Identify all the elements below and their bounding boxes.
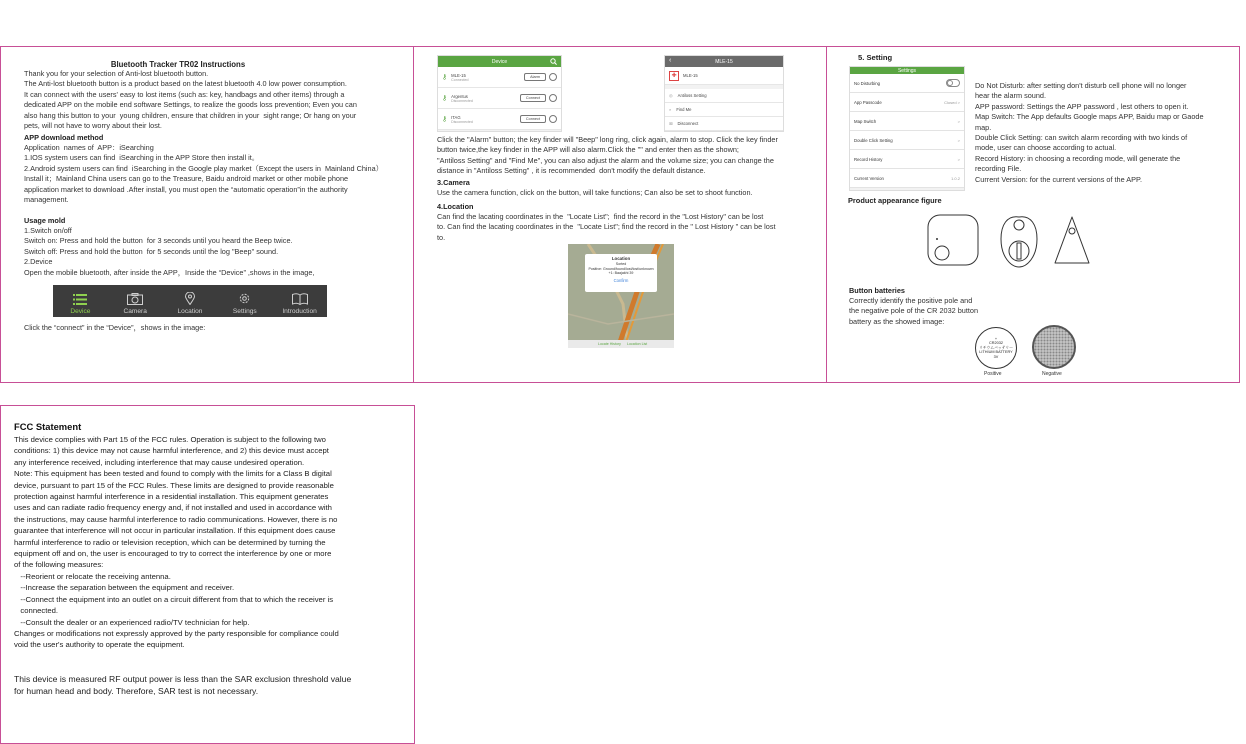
setting-app-passcode[interactable] xyxy=(850,93,964,112)
confirm-button[interactable]: Confirm xyxy=(613,277,629,283)
settings-header xyxy=(850,67,964,74)
location-map[interactable] xyxy=(568,244,674,348)
setting-label: Map Switch xyxy=(854,118,877,124)
setting-current-version xyxy=(850,169,964,188)
device-detail-icon[interactable] xyxy=(549,73,557,81)
setting-label: Current Version xyxy=(854,175,884,181)
device-plus-icon: ✚ xyxy=(669,71,679,81)
device-row[interactable] xyxy=(438,109,561,130)
device-status: Disconnected xyxy=(451,119,473,124)
location-dialog xyxy=(585,254,657,292)
toggle-switch[interactable] xyxy=(946,79,960,87)
device-status: Disconnected xyxy=(451,98,473,103)
device-name: ITAG xyxy=(451,114,461,120)
menu-disconnect[interactable] xyxy=(665,117,783,131)
device-detail-icon[interactable] xyxy=(549,94,557,102)
location-pin-icon xyxy=(185,292,195,305)
fcc-statement-panel xyxy=(0,405,415,744)
device-row[interactable] xyxy=(438,67,561,88)
product-figure-heading: Product appearance figure xyxy=(848,196,942,205)
tab-camera[interactable] xyxy=(108,285,163,317)
dialog-title: Location xyxy=(611,256,631,261)
device-detail-screen xyxy=(664,55,784,132)
app-download-text: Application names of APP：iSearching 1.IOS system users can find iSearching in the APP Store then install it。 2.Android system users can find iSearching in the Google play market（Except the users in Mainland China） Install it；Mainland China users can go to the Treasure, Baidu android market or other mobile phone application market to download .After install, you must open the “automatic operation”in the authority management. xyxy=(24,143,383,205)
chevron-right-icon: > xyxy=(957,156,960,162)
setting-descriptions: Do Not Disturb: after setting don't disturb cell phone will no longer hear the alarm sound. APP password: Settings the APP password , lest others to open it. Map Switch: The App defaults Google maps APP, Baidu map or Gaode map. Double Click Setting: can switch alarm recording with two kinds of mode, user can choose according to actual. Record History: in choosing a recording mode, will generate the recording File. Current Version: for the current versions of the APP. xyxy=(975,81,1204,184)
connect-button[interactable]: Connect xyxy=(520,94,546,102)
battery-positive-graphic xyxy=(975,327,1017,369)
battery-heading: Button batteries xyxy=(849,286,905,295)
key-icon: ⚷ xyxy=(442,74,448,81)
menu-label: Antiloss Setting xyxy=(677,93,707,98)
device-screen-title: Device xyxy=(491,58,508,65)
instructions-panel-1 xyxy=(0,46,414,383)
key-icon: ⚷ xyxy=(442,116,448,123)
tab-introduction[interactable] xyxy=(272,285,327,317)
disconnect-icon: ⊠ xyxy=(669,121,673,126)
back-icon[interactable]: ‹ xyxy=(669,57,672,64)
battery-label: + CR2032 リチウムバッテリー LITHIUM BATTERY 3V xyxy=(978,336,1014,359)
camera-text: Use the camera function, click on the button, will take functions; Can also be set to shoot function. xyxy=(437,188,753,197)
detail-device-name: MLE-15 xyxy=(683,73,698,78)
detail-device-row xyxy=(665,67,783,85)
setting-no-disturbing[interactable] xyxy=(850,74,964,93)
device-status: Connected xyxy=(451,77,469,82)
battery-negative-graphic xyxy=(1032,325,1076,369)
device-name: MLE-15 xyxy=(451,72,466,78)
setting-label: App Passcode xyxy=(854,99,882,105)
location-heading: 4.Location xyxy=(437,202,474,211)
tab-location-label: Location xyxy=(177,308,203,315)
menu-label: Disconnect xyxy=(677,121,699,126)
camera-icon xyxy=(127,293,143,305)
list-icon xyxy=(73,294,87,305)
setting-value: Closed > xyxy=(944,99,960,105)
tab-camera-label: Camera xyxy=(123,308,147,315)
tab-settings[interactable] xyxy=(217,285,272,317)
device-detail-icon[interactable] xyxy=(549,115,557,123)
setting-double-click[interactable] xyxy=(850,131,964,150)
document-title: Bluetooth Tracker TR02 Instructions xyxy=(110,60,246,69)
usage-text: 1.Switch on/off Switch on: Press and hold the button for 3 seconds until you heard the Beep twice. Switch off: Press and hold the button for 5 seconds until the log "Beep" sound. 2.Device Open the mobile bluetooth, after inside the APP，Inside the “Device” ,shows in the image, xyxy=(24,226,315,277)
product-figure-graphic xyxy=(927,211,1092,271)
tab-settings-label: Settings xyxy=(232,308,257,315)
chevron-right-icon: > xyxy=(957,118,960,124)
setting-label: Double Click Setting xyxy=(854,137,893,143)
tab-location[interactable] xyxy=(163,285,218,317)
setting-label: No Disturbing xyxy=(854,80,881,86)
positive-label: Positive xyxy=(984,371,1002,377)
tab-introduction-label: Introduction xyxy=(282,308,317,315)
location-text: Can find the lacating coordinates in the "Locate List"; find the record in the "Lost History" can be lost to. Can find the lacating coordinates in the "Locate List"; find the record in the " Lost History " can be lost to. xyxy=(437,212,776,242)
book-icon xyxy=(292,293,308,305)
detail-screen-header xyxy=(665,56,783,67)
setting-map-switch[interactable] xyxy=(850,112,964,131)
tab-device-label: Device xyxy=(70,308,91,315)
app-download-heading: APP download method xyxy=(24,133,104,142)
app-tab-bar xyxy=(53,285,327,317)
menu-label: Find Me xyxy=(676,107,692,112)
setting-record-history[interactable] xyxy=(850,150,964,169)
map-footer xyxy=(568,340,674,348)
gear-icon xyxy=(238,292,251,305)
bell-icon: ◎ xyxy=(669,93,673,98)
settings-screen xyxy=(849,66,965,191)
alarm-button[interactable]: Alarm xyxy=(524,73,546,81)
tab-device[interactable] xyxy=(53,285,108,317)
device-screen-header xyxy=(438,56,561,67)
detail-screen-title: MLE-15 xyxy=(715,58,733,65)
battery-text: Correctly identify the positive pole and the negative pole of the CR 2032 button battery as the showed image: xyxy=(849,296,979,326)
device-name: Argentus xyxy=(451,93,468,99)
locate-history-tab[interactable]: Locate History xyxy=(598,342,621,346)
setting-heading: 5. Setting xyxy=(858,53,893,62)
fcc-heading: FCC Statement xyxy=(14,421,82,432)
key-icon: ⚷ xyxy=(442,95,448,102)
chevron-right-icon: > xyxy=(957,137,960,143)
connect-instruction: Click the “connect” in the “Device”，shows in the image: xyxy=(24,323,206,332)
device-screen xyxy=(437,55,562,132)
sar-statement: This device is measured RF output power is less than the SAR exclusion threshold value for human head and body. Therefore, SAR test is not necessary. xyxy=(14,674,352,696)
setting-label: Record History xyxy=(854,156,883,162)
intro-text: Thank you for your selection of Anti-lost bluetooth button. The Anti-lost bluetooth button is a product based on the latest bluetooth 4.0 low power consumption. It can connect with the users' easy to lost items (such as: key, handbags and other items) through a dedicated APP on the mobile end software Settings, to realize the goods loss prevention; Even you can also hang this button to your young children, ensure that children in your sight range; Or hang on your pets, will not have to worry about their lost. xyxy=(24,69,357,131)
negative-label: Negative xyxy=(1042,371,1062,377)
menu-find-me[interactable] xyxy=(665,103,783,117)
setting-value: 1.0.2 xyxy=(951,175,960,181)
menu-antiloss-setting[interactable] xyxy=(665,89,783,103)
instructions-panel-3 xyxy=(826,46,1240,383)
search-icon[interactable] xyxy=(550,58,557,65)
search-icon: ⌕ xyxy=(669,107,672,112)
usage-heading: Usage mold xyxy=(24,216,66,225)
camera-heading: 3.Camera xyxy=(437,178,470,187)
location-list-tab[interactable]: Location List xyxy=(626,342,648,346)
alarm-instructions: Click the "Alarm" button; the key finder will "Beep" long ring, click again, alarm to stop. Click the key finder button twice,the key finder in the APP will also alarm.Click the "" and enter then as the shown; "Antiloss Setting" and "Find Me", you can also adjust the alarm and the volume size; you can change the distance in "Antiloss Setting" , it is recommended don't modify the default distance. xyxy=(437,135,778,176)
device-row[interactable] xyxy=(438,88,561,109)
settings-title: Settings xyxy=(897,67,917,74)
fcc-body: This device complies with Part 15 of the FCC rules. Operation is subject to the following two conditions: 1) this device may not cause harmful interference, and 2) this device must accept any interference received, including interference that may cause undesired operation. Note: This equipment has been tested and found to comply with the limits for a Class B digital device, pursuant to part 15 of the FCC Rules. These limits are designed to provide reasonable protection against harmful interference in a residential installation. This equipment generates uses and can radiate radio frequency energy and, if not installed and used in accordance with the instructions, may cause harmful interference to radio communications. However, there is no guarantee that interference will not occur in particular installation. If this equipment does cause harmful interference to radio or television reception, which can be determined by turning the equipment off and on, the user is encouraged to try to correct the interference by one or more of the following measures: --Reorient or relocate the receiving antenna. --Increase the separation between the equipment and receiver. --Connect the equipment into an outlet on a circuit different from that to which the receiver is connected. --Consult the dealer or an experienced radio/TV technician for help. Changes or modifications not expressly approved by the party responsible for compliance could void the user's authority to operate the equipment. xyxy=(14,435,339,650)
dialog-text: Sorted Positive: Ground/found/lost/lost/unknown +1: Baajakhi 39 xyxy=(588,262,654,276)
connect-button[interactable]: Connect xyxy=(520,115,546,123)
